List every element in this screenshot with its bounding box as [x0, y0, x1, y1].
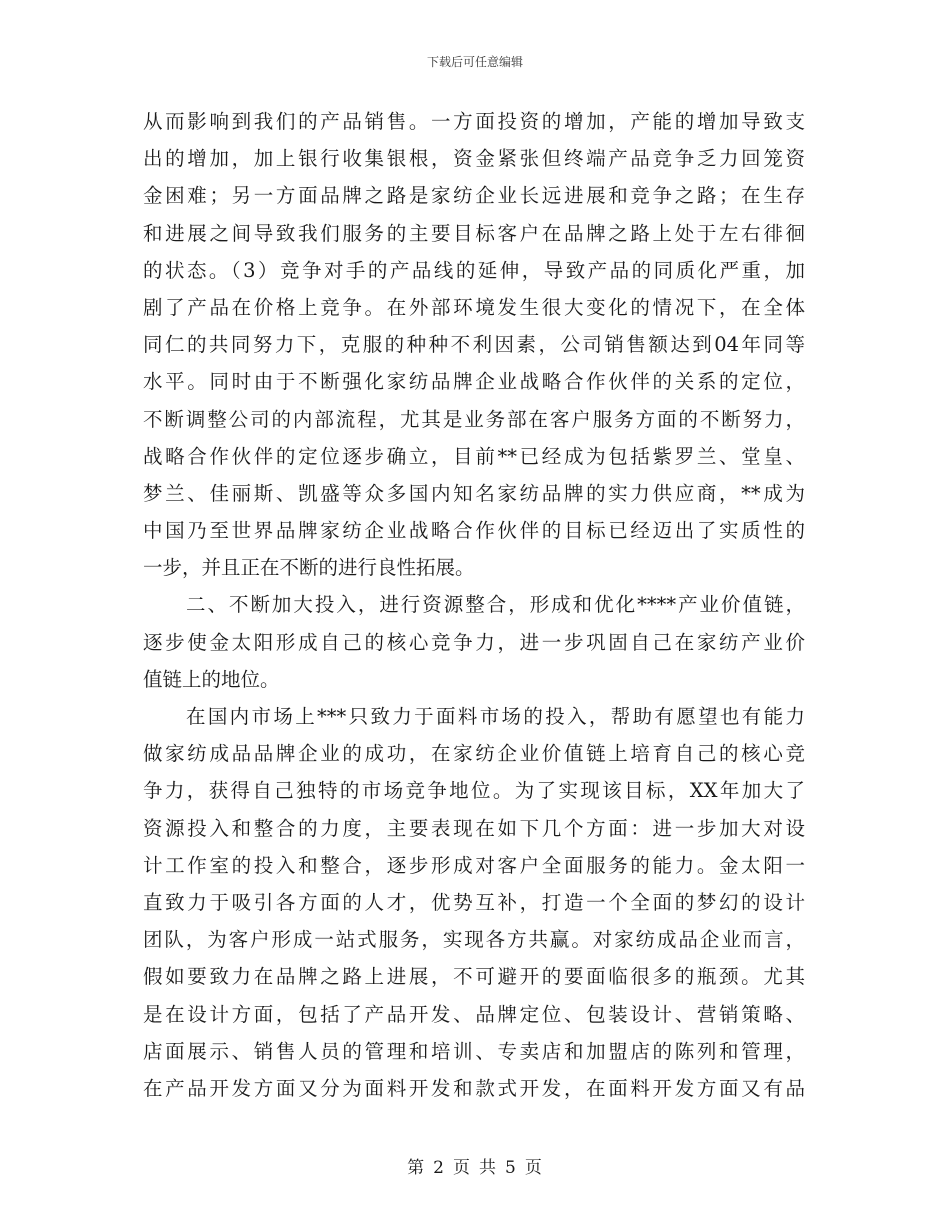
footer-total-pages: 5	[505, 1158, 517, 1178]
footer-suffix: 页	[524, 1158, 543, 1178]
text-line: 做家纺成品品牌企业的成功，在家纺企业价值链上培育自己的核心竞	[143, 742, 805, 766]
text-line: 直致力于吸引各方面的人才，优势互补，打造一个全面的梦幻的设计	[143, 890, 805, 914]
header-note: 下载后可任意编辑	[426, 55, 523, 69]
text-line: 金困难；另一方面品牌之路是家纺企业长远进展和竞争之路；在生存	[143, 184, 805, 208]
text-line: 出的增加，加上银行收集银根，资金紧张但终端产品竞争乏力回笼资	[143, 147, 805, 171]
text-line: 计工作室的投入和整合，逐步形成对客户全面服务的能力。金太阳一	[143, 853, 805, 877]
footer-prefix: 第	[407, 1158, 426, 1178]
text-line: 一步，并且正在不断的进行良性拓展。	[143, 556, 475, 580]
page-header	[0, 53, 950, 70]
text-line: 团队，为客户形成一站式服务，实现各方共赢。对家纺成品企业而言，	[143, 928, 805, 952]
text-line: 的状态。（3）竞争对手的产品线的延伸，导致产品的同质化严重，加	[143, 258, 805, 282]
text-line: 中国乃至世界品牌家纺企业战略合作伙伴的目标已经迈出了实质性的	[143, 519, 805, 543]
footer-current-page: 2	[433, 1158, 445, 1178]
text-line: 店面展示、销售人员的管理和培训、专卖店和加盟店的陈列和管理，	[143, 1039, 805, 1063]
text-line: 逐步使金太阳形成自己的核心竞争力，进一步巩固自己在家纺产业价	[143, 630, 805, 654]
text-line: 假如要致力在品牌之路上进展，不可避开的要面临很多的瓶颈。尤其	[143, 965, 805, 989]
text-line: 在国内市场上***只致力于面料市场的投入，帮助有愿望也有能力	[186, 705, 805, 728]
text-line: 和进展之间导致我们服务的主要目标客户在品牌之路上处于左右徘徊	[143, 221, 805, 245]
text-line: 是在设计方面，包括了产品开发、品牌定位、包装设计、营销策略、	[143, 1002, 805, 1026]
text-line: 资源投入和整合的力度，主要表现在如下几个方面：进一步加大对设	[143, 816, 805, 840]
text-line: 水平。同时由于不断强化家纺品牌企业战略合作伙伴的关系的定位，	[143, 370, 805, 394]
text-line: 争力，获得自己独特的市场竞争地位。为了实现该目标，XX年加大了	[143, 779, 805, 803]
document-body	[143, 103, 805, 1107]
footer-page-label: 页	[453, 1158, 471, 1178]
text-line: 值链上的地位。	[143, 667, 280, 691]
text-line: 剧了产品在价格上竞争。在外部环境发生很大变化的情况下，在全体	[143, 295, 805, 319]
page-footer	[0, 1153, 950, 1178]
text-line: 战略合作伙伴的定位逐步确立，目前**已经成为包括紫罗兰、堂皇、	[143, 444, 805, 468]
text-line: 梦兰、佳丽斯、凯盛等众多国内知名家纺品牌的实力供应商，**成为	[143, 481, 805, 505]
text-line: 在产品开发方面又分为面料开发和款式开发，在面料开发方面又有品	[143, 1076, 805, 1100]
footer-total-label: 共	[479, 1158, 497, 1178]
text-line: 不断调整公司的内部流程，尤其是业务部在客户服务方面的不断努力，	[143, 407, 805, 431]
text-line: 同仁的共同努力下，克服的种种不利因素，公司销售额达到04年同等	[143, 333, 805, 357]
text-line: 二、不断加大投入，进行资源整合，形成和优化****产业价值链，	[186, 593, 805, 617]
text-line: 从而影响到我们的产品销售。一方面投资的增加，产能的增加导致支	[143, 110, 805, 133]
